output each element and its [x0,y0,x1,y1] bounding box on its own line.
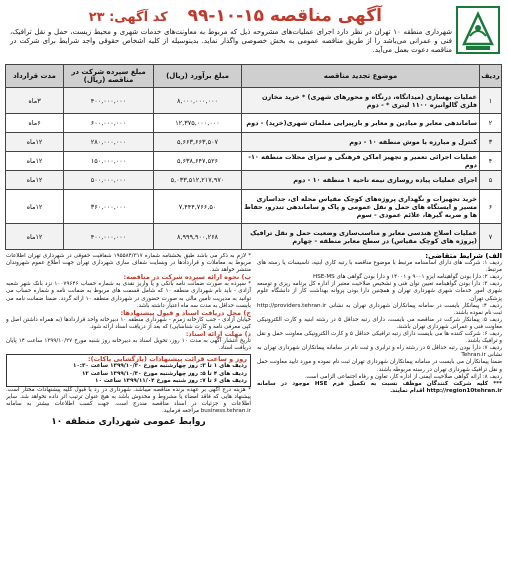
table-row [6,171,502,190]
row-duration: ۶ماه [6,114,64,133]
municipality-logo-icon [456,6,500,54]
col-header-deposit: مبلغ سپرده شرکت در مناقصه (ریال) [64,65,154,88]
hse-note: *** کلیه شرکت کنندگان موظف نسبت به تکمیل فرم HSE موجود در سامانه http://region10tehran.ir اقدام نمایند. [257,380,502,394]
deposit-text: * سپرده به صورت ضمانت نامه بانکی و یا واریز نقدی به شماره حساب ۱۰۰۷۹۶۴۶ نزد بانک شهر شعبه آزادی - باید نام شهرداری منطقه ۱۰ که شامل قسمت های مربوط به ضمانت نامه و شماره حساب می توانید به مدیریت تامین مالی به صورت حضوری در شهرداری منطقه ۱۰ ارائه گردد. ضمنا ضمانت نامه می بایست حداقل به مدت سه ماه اعتبار داشته باشد. [6,281,251,309]
intro-text: شهرداری منطقه ۱۰ تهران در نظر دارد اجرای عملیات‌های مشروحه ذیل که مربوط به معاونت‌های خدمات شهری و محیط زیست، حمل و نقل ترافیک، فنی و عمرانی می‌باشد را از طریق مناقصه عمومی به بخش خصوصی واگذار نماید. بدینوسیله از کلیه اشخاص حقوقی واجد شرایط برای شرکت در مناقصه دعوت بعمل می‌آید. [10,28,452,54]
condition-item: ردیف ۸: ارائه گواهی صلاحیت ایمنی از اداره کار، تعاون و رفاه اجتماعی الزامی است. [304,373,502,380]
row-number: ۲ [480,114,502,133]
col-header-estimate: مبلغ برآورد (ریال) [154,65,242,88]
row-estimate: ۱۲,۳۷۵,۰۰۰,۰۰۰ [154,114,242,133]
transparency-notice: * لازم به ذکر می باشد طبق بخشنامه شماره ۱۹۵۵۸۴/۳۱۷ شفافیت حقوقی در شهرداری تهران اطلاعات مربوط به معاملات و قراردادها در وبسایت شفاف سازی شهرداری تهران جهت اطلاع عموم شهروندان منتشر خواهد شد. [6,253,251,274]
col-header-row-number: ردیف [480,65,502,88]
row-duration: ۱۲ماه [6,133,64,152]
conditions-heading: الف) شرایط متقاضی: [425,253,502,260]
row-deposit: ۴۰۰,۰۰۰,۰۰۰ [64,224,154,250]
tender-table [5,64,502,250]
table-row [6,88,502,114]
table-row [6,152,502,171]
row-duration: ۳ماه [6,88,64,114]
row-estimate: ۵,۶۳۸,۶۴۷,۵۲۶ [154,152,242,171]
row-duration: ۱۲ماه [6,190,64,224]
condition-item: ضمنا پیمانکاران می بایست در سامانه پیمانکاران شهرداری تهران ثبت نام نموده و مورد تایید معاونت حمل و نقل ترافیک شهرداری تهران در رسته مربوطه باشند. [257,359,502,373]
row-subject: عملیات بهسازی (میدانگاه، درنگاه و محورهای شهری) * خرید مخازن فلزی گالوانیزه ۱۱۰۰ لیتری * - دوم [242,88,480,114]
row-duration: ۱۲ماه [6,171,64,190]
ad-code: کد آگهی: ۲۳ [88,10,168,25]
row-deposit: ۲۸۰,۰۰۰,۰۰۰ [64,133,154,152]
opening-item: ردیف های ۴ تا ۵: روز چهارشنبه مورخ ۱۳۹۹/۱۰/۳۰ ساعت ۱۲ [82,370,247,377]
row-subject: ساماندهی معابر و میادین و معابر و بازپیرایی مبلمان شهری(خرید) - دوم [242,114,480,133]
row-estimate: ۸,۰۰۰,۰۰۰,۰۰۰ [154,88,242,114]
row-estimate: ۸,۹۹۹,۹۰۰,۲۶۸ [154,224,242,250]
row-subject: عملیات اجرائی تعمیر و تجهیز اماکن فرهنگی و سرای محلات منطقه ۱۰- دوم [242,152,480,171]
applicant-conditions [257,253,502,511]
procedure-details [6,253,251,511]
notice-title: آگهی مناقصه ۱۵-۱۰-۹۹ کد آگهی: ۲۳ [88,6,382,26]
condition-item: ردیف ۷: دارا بودن رتبه حداقل ۵ در رشته راه و ترابری و ثبت نام در سامانه پیمانکاران شهرداری تهران به نشانی Tehran.ir [257,345,502,359]
condition-item: ردیف ۲: دارا بودن گواهینامه ایزو ۹۰۰۱ و ۱۴۰۰۱ و دارا بودن گواهی های HSE-MS [313,274,502,281]
row-subject: عملیات اصلاح هندسی معابر و مناسب‌سازی وضعیت حمل و نقل ترافیک (پروژه های کوچک مقیاس) در سطح معابر منطقه - چهارم [242,224,480,250]
row-number: ۱ [480,88,502,114]
row-subject: کنترل و مبارزه با موش منطقه ۱۰ - دوم [242,133,480,152]
row-subject: خرید تجهیزات و نگهداری پروژه‌های کوچک مقیاس محله ای، جداسازی مسیر و ایستگاه های حمل و نقل عمومی و پاک و ساماندهی تندرو، حفاظ ها و ضربه گیرها، علائم عمودی - سوم [242,190,480,224]
row-number: ۴ [480,152,502,171]
deposit-heading: ب) نحوه ارائه سپرده شرکت در مناقصه: [123,273,251,282]
row-estimate: ۷,۴۴۴,۷۶۶,۵۰ [154,190,242,224]
condition-item: ردیف ۳: دارا بودن گواهینامه تعیین توان فنی و تشخیص صلاحیت معتبر از اداره کل برنامه ریزی و توسعه شهری امور خدمات شهری شهرداری تهران و همچنین دارا بودن پروانه بهداشت کار از دانشگاه علوم پزشکی تهران. [257,281,502,302]
row-duration: ۱۲ماه [6,224,64,250]
table-row [6,190,502,224]
row-estimate: ۵,۰۳۳,۵۱۲,۲۱۷,۹۷۰ [154,171,242,190]
row-deposit: ۴۰۰,۰۰۰,۰۰۰ [64,88,154,114]
row-deposit: ۵۰۰,۰۰۰,۰۰۰ [64,171,154,190]
col-header-subject: موضوع تجدید مناقصه [242,65,480,88]
opening-box [6,354,251,386]
row-subject: اجرای عملیات پیاده روسازی نیمه ناحیه ۱ منطقه ۱۰ - دوم [242,171,480,190]
header [6,4,502,62]
public-relations-signature: روابط عمومی شهرداری منطقه ۱۰ [51,417,206,428]
table-header-row [6,65,502,88]
opening-item: ردیف های ۱ تا ۳: روز چهارشنبه مورخ ۱۳۹۹/۱۰/۳۰ ساعت ۱۰:۳۰ [72,363,247,370]
row-estimate: ۵,۶۶۳,۶۶۳,۵۰۷ [154,133,242,152]
row-duration: ۱۲ماه [6,152,64,171]
row-deposit: ۳۶۰,۰۰۰,۰۰۰ [64,190,154,224]
opening-heading: روز و ساعت قرائت پیشنهادات (بازگشایی پاکات): [88,355,247,364]
row-deposit: ۶۰۰,۰۰۰,۰۰۰ [64,114,154,133]
deadline-heading: د) مهلت ارائه اسناد: [185,330,251,339]
row-number: ۵ [480,171,502,190]
closing-notes: * هزینه درج آگهی بر عهده برنده مناقصه میباشد. شهرداری در رد یا قبول کلیه پیشنهادات مختار است. پیشنهاد هایی که فاقد امضاء یا مشروط و مخدوش باشد به هیچ عنوان ترتیب اثر داده نخواهد شد. سایر اطلاعات و جزئیات در اسناد مناقصه مندرج است. جهت کسب اطلاعات بیشتر به سامانه business.tehran.ir مراجعه فرمایید. [6,386,251,414]
row-number: ۶ [480,190,502,224]
conditions-section [6,253,502,511]
documents-text: خیابان آزادی - جنب کارخانه زمزم - شهرداری منطقه ۱۰ دبیرخانه واحد قراردادها (به همراه داشتن اصل و کپی معرفی نامه و کارت شناسایی) که بعد از دریافت اسناد ارائه شود. [6,316,251,330]
deadline-text: تاریخ انتشار آگهی به مدت ۱۰ روز، تحویل اسناد به دبیرخانه روز شنبه مورخ ۱۳۹۹/۱۰/۲۷ ساعت ۱۴ پایان دریافت اسناد. [6,338,251,352]
table-row [6,133,502,152]
condition-item: ردیف ۴: پیمانکار بایست در سامانه پیمانکاران شهرداری تهران به نشانی http://providers.tehran.ir ثبت نام نموده باشند. [257,302,502,316]
opening-item: ردیف های ۶ تا ۷: روز شنبه مورخ ۱۳۹۹/۱۱/۰۴ ساعت ۱۰ [95,377,247,384]
table-row [6,224,502,250]
condition-item: ردیف ۶: شرکت کننده ها می بایست دارای رتبه ترافیکی حداقل ۵ و کارت الکترونیکی معاونت حمل و نقل و ترافیک باشند. [257,331,502,345]
col-header-duration: مدت قرارداد [6,65,64,88]
row-deposit: ۱۵۰,۰۰۰,۰۰۰ [64,152,154,171]
row-number: ۳ [480,133,502,152]
documents-heading: ج) محل دریافت اسناد و قبول پیشنهادها: [120,308,251,317]
condition-item: ردیف ۵: پیمانکار شرکت در مناقصه می بایست، دارای رتبه حداقل ۵ در رشته ابنیه و کارت الکترونیکی معاونت فنی و عمرانی شهرداری تهران باشند. [257,316,502,330]
condition-item: ردیف ۱: شرکت های دارای اساسنامه مرتبط با موضوع مناقصه با رتبه کاری ابنیه، تاسیسات یا رسته های مرتبط. [257,260,502,274]
row-number: ۷ [480,224,502,250]
table-row [6,114,502,133]
